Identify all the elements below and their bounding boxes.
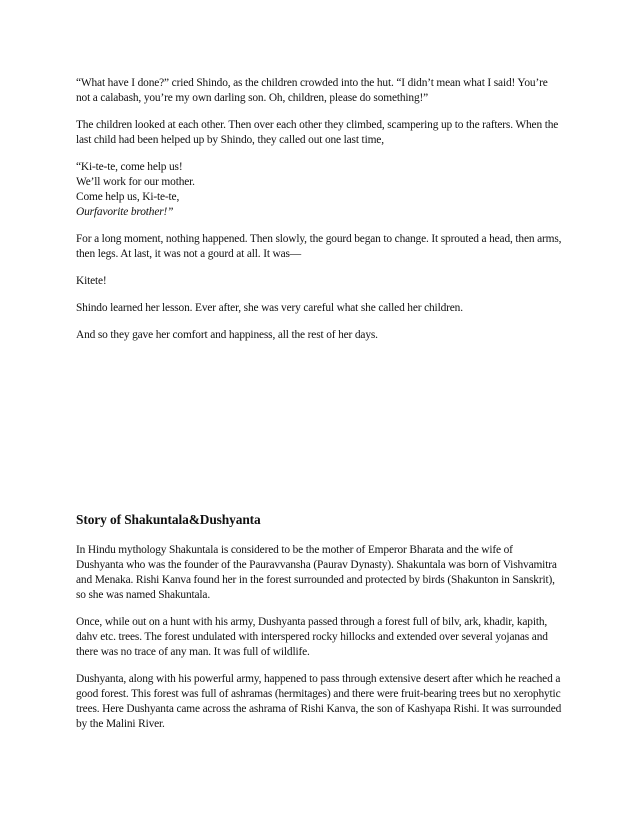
poem-line-2: We’ll work for our mother. xyxy=(76,176,195,188)
paragraph-shindo-cry: “What have I done?” cried Shindo, as the children crowded into the hut. “I didn’t mean what I said! You’re not a calabash, you’re my own darling son. Oh, children, please do something!” xyxy=(76,77,548,104)
poem-line-1: “Ki-te-te, come help us! xyxy=(76,161,183,173)
section-title: Story of Shakuntala&Dushyanta xyxy=(76,512,261,527)
paragraph-kitete: Kitete! xyxy=(76,275,107,287)
story-shakuntala xyxy=(76,512,562,732)
paragraph-shakuntala-intro: In Hindu mythology Shakuntala is considered to be the mother of Emperor Bharata and the wife of Dushyanta who was the founder of the Pauravvansha (Paurav Dynasty). Shakuntala was born of Vishvamitra and Menaka. Rishi Kanva found her in the forest surrounded and protected by birds (Shakunton in Sanskrit), so she was named Shakuntala. xyxy=(76,544,557,601)
story-kitete xyxy=(76,76,564,343)
paragraph-children-climb: The children looked at each other. Then over each other they climbed, scampering up to the rafters. When the last child had been helped up by Shindo, they called out one last time, xyxy=(76,119,559,146)
poem-line-3: Come help us, Ki-te-te, xyxy=(76,191,180,203)
paragraph-gourd-change: For a long moment, nothing happened. Then slowly, the gourd began to change. It sprouted a head, then arms, then legs. At last, it was not a gourd at all. It was— xyxy=(76,233,562,260)
paragraph-lesson: Shindo learned her lesson. Ever after, she was very careful what she called her children. xyxy=(76,302,463,314)
poem-block xyxy=(76,160,564,220)
paragraph-ashrama: Dushyanta, along with his powerful army, happened to pass through extensive desert after which he reached a good forest. This forest was full of ashramas (hermitages) and there were fruit-bearing trees but no xerophytic trees. Here Dushyanta came across the ashrama of Rishi Kanva, the son of Kashyapa Rishi. It was surrounded by the Malini River. xyxy=(76,673,562,730)
paragraph-ending: And so they gave her comfort and happiness, all the rest of her days. xyxy=(76,329,378,341)
paragraph-hunt: Once, while out on a hunt with his army, Dushyanta passed through a forest full of bilv, ark, khadir, kapith, dahv etc. trees. The forest undulated with interspered rocky hillocks and extended over several yojanas and there was no trace of any man. It was full of wildlife. xyxy=(76,616,548,658)
poem-line-4: Ourfavorite brother!” xyxy=(76,206,174,218)
